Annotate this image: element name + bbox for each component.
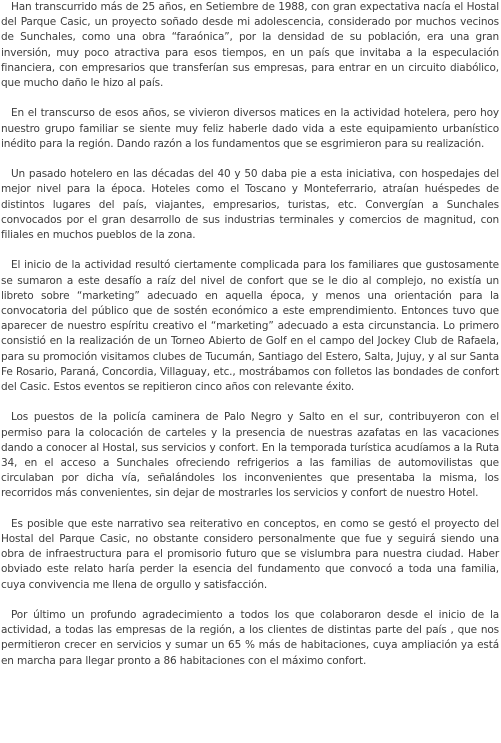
paragraph-6: Es posible que este narrativo sea reiterativo en conceptos, en como se gestó el proyecto del Hostal del Parque Casic, no obstante considero personalmente que fue y seguirá siendo una obra de infraestructura para el promisorio futuro que se vislumbra para nuestra ciudad. Haber obviado este relato haría perder la esencia del fundamento que convocó a toda una familia, cuya convivencia me llena de orgullo y satisfacción.: [1, 517, 499, 591]
paragraph-1: Han transcurrido más de 25 años, en Setiembre de 1988, con gran expectativa nacía el Hostal del Parque Casic, un proyecto soñado desde mi adolescencia, considerado por muchos vecinos de Sunchales, como una obra “faraónica”, por la densidad de su población, era una gran inversión, muy poco atractiva para esos tiempos, en un país que invitaba a la especulación financiera, con empresarios que transferían sus empresas, para entrar en un circuito diabólico, que mucho daño le hizo al país.: [1, 1, 499, 90]
paragraph-4: El inicio de la actividad resultó ciertamente complicada para los familiares que gustosamente se sumaron a este desafío a raíz del nivel de confort que se le dio al complejo, no existía un libreto sobre “marketing” adecuado en aquella época, y menos una orientación para la convocatoria del público que de sostén económico a este emprendimiento. Entonces tuvo que aparecer de nuestro espíritu creativo el “marketing” adecuado a esta circunstancia. Lo primero consistió en la realización de un Torneo Abierto de Golf en el campo del Jockey Club de Rafaela, para su promoción visitamos clubes de Tucumán, Santiago del Estero, Salta, Jujuy, y al sur Santa Fe Rosario, Paraná, Concordia, Villaguay, etc., mostrábamos con folletos las bondades de confort del Casic. Estos eventos se repitieron cinco años con relevante éxito.: [1, 259, 499, 394]
paragraph-5: Los puestos de la policía caminera de Palo Negro y Salto en el sur, contribuyeron con el permiso para la colocación de carteles y la presencia de nuestras azafatas en las vacaciones dando a conocer al Hostal, sus servicios y confort. En la temporada turística acudíamos a la Ruta 34, en el acceso a Sunchales ofreciendo refrigerios a las familias de automovilistas que circulaban por dicha vía, señalándoles los inconvenientes que presentaba la misma, los recorridos más convenientes, sin dejar de mostrarles los servicios y confort de nuestro Hotel.: [1, 411, 499, 500]
paragraph-3: Un pasado hotelero en las décadas del 40 y 50 daba pie a esta iniciativa, con hospedajes del mejor nivel para la época. Hoteles como el Toscano y Monteferrario, atraían huéspedes de distintos lugares del país, viajantes, empresarios, turistas, etc. Convergían a Sunchales convocados por el gran desarrollo de sus industrias terminales y comercios de magnitud, con filiales en muchos pueblos de la zona.: [1, 168, 499, 242]
paragraph-7: Por último un profundo agradecimiento a todos los que colaboraron desde el inicio de la actividad, a todas las empresas de la región, a los clientes de distintas parte del país , que nos permitieron crecer en servicios y sumar un 65 % más de habitaciones, cuya ampliación ya está en marcha para llegar pronto a 86 habitaciones con el máximo confort.: [1, 609, 499, 667]
paragraph-2: En el transcurso de esos años, se vivieron diversos matices en la actividad hotelera, pero hoy nuestro grupo familiar se siente muy feliz haberle dado vida a este equipamiento urbanístico inédito para la región. Dando razón a los fundamentos que se esgrimieron para su realización.: [1, 107, 499, 150]
